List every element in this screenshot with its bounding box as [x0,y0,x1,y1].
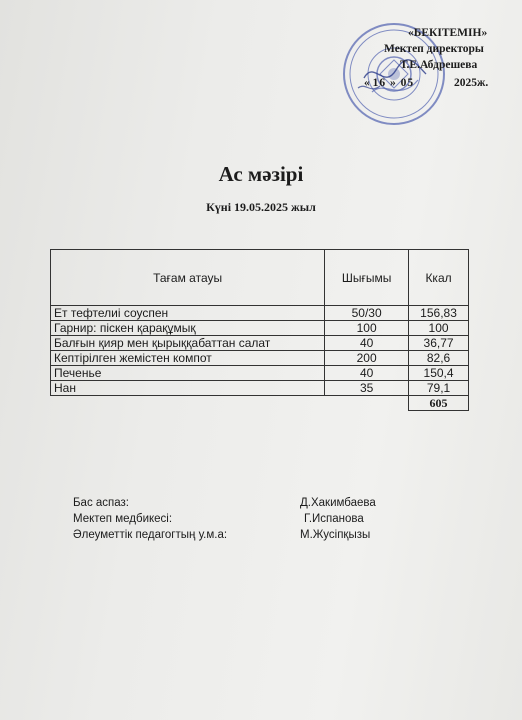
header-yield: Шығымы [325,250,409,306]
total-row [51,396,469,411]
approval-year: 2025ж. [454,77,489,89]
approval-date-prefix: « [364,77,370,89]
dish-name: Нан [51,381,325,396]
page-title: Ас мәзірі [218,162,304,186]
dish-yield: 200 [325,351,409,366]
approval-position: Мектеп директоры [384,43,484,55]
signature-role: Әлеуметтік педагогтың у.м.а: [73,529,228,541]
dish-kcal: 82,6 [409,351,469,366]
table-row [51,351,469,366]
dish-name: Ет тефтелиі соуспен [51,306,325,321]
dish-kcal: 156,83 [409,306,469,321]
approval-date-handwritten: 16 » 05 [372,77,415,89]
total-kcal: 605 [409,396,469,411]
dish-yield: 100 [325,321,409,336]
approval-heading: «БЕКІТЕМІН» [408,27,488,39]
signature-name: М.Жусіпқызы [300,529,371,541]
table-row [51,321,469,336]
total-spacer [325,396,409,411]
dish-name: Кептірілген жемістен компот [51,351,325,366]
dish-name: Балғын қияр мен қырыққабаттан салат [51,336,325,351]
dish-yield: 50/30 [325,306,409,321]
table-header-row [51,250,469,306]
header-kcal: Ккал [409,250,469,306]
dish-yield: 35 [325,381,409,396]
table-row [51,366,469,381]
dish-kcal: 100 [409,321,469,336]
dish-name: Печенье [51,366,325,381]
dish-kcal: 150,4 [409,366,469,381]
dish-yield: 40 [325,366,409,381]
signature-name: Г.Испанова [304,513,364,525]
signature-name: Д.Хакимбаева [300,497,376,509]
signature-roles [73,495,227,543]
menu-table [50,249,469,411]
dish-kcal: 79,1 [409,381,469,396]
signature-names [300,495,376,543]
table-row [51,306,469,321]
table-row [51,336,469,351]
dish-kcal: 36,77 [409,336,469,351]
signature-role: Бас аспаз: [73,497,129,509]
total-spacer [51,396,325,411]
dish-yield: 40 [325,336,409,351]
signature-role: Мектеп медбикесі: [73,513,173,525]
table-row [51,381,469,396]
header-dish-name: Тағам атауы [51,250,325,306]
approval-director-name: Т.Е.Абдрешева [400,59,478,71]
dish-name: Гарнир: піскен қарақұмық [51,321,325,336]
menu-date: Күні 19.05.2025 жыл [206,200,316,214]
approval-date [364,76,489,91]
